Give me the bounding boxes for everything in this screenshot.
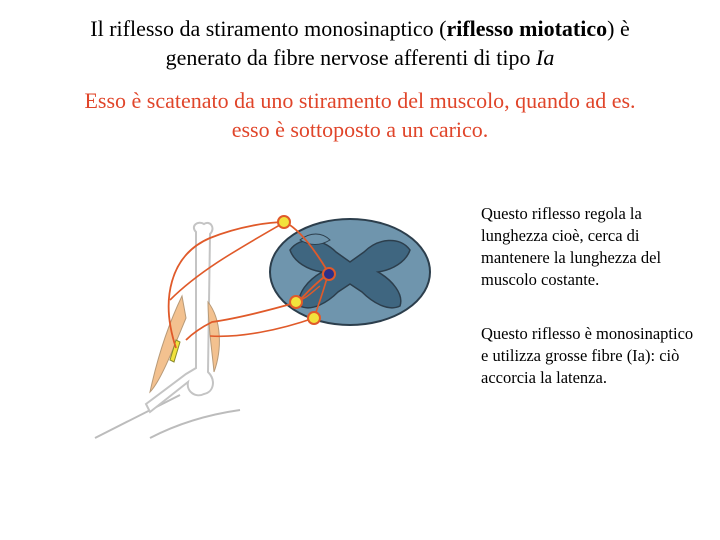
title-fiber-type: Ia	[536, 45, 555, 70]
interneuron-1	[290, 296, 302, 308]
slide-subtitle: Esso è scatenato da uno stiramento del muscolo, quando ad es. esso è sottoposto a un carico.	[84, 88, 636, 142]
afferent-fiber-branch	[170, 222, 285, 300]
limb-outline-upper	[95, 395, 180, 438]
interneuron-2	[308, 312, 320, 324]
slide-title: Il riflesso da stiramento monosinaptico (riflesso miotatico) è generato da fibre nervose afferenti di tipo Ia	[90, 16, 630, 70]
note-monosynaptic: Questo riflesso è monosinaptico e utilizza grosse fibre (Ia): ciò accorcia la latenza.	[481, 324, 694, 387]
motor-neuron	[323, 268, 335, 280]
title-bold-term: riflesso miotatico	[446, 16, 608, 41]
sensory-neuron	[278, 216, 290, 228]
note-length-regulation: Questo riflesso regola la lunghezza cioè, cerca di mantenere la lunghezza del muscolo costante.	[481, 204, 662, 289]
limb-outline-lower	[150, 410, 240, 438]
